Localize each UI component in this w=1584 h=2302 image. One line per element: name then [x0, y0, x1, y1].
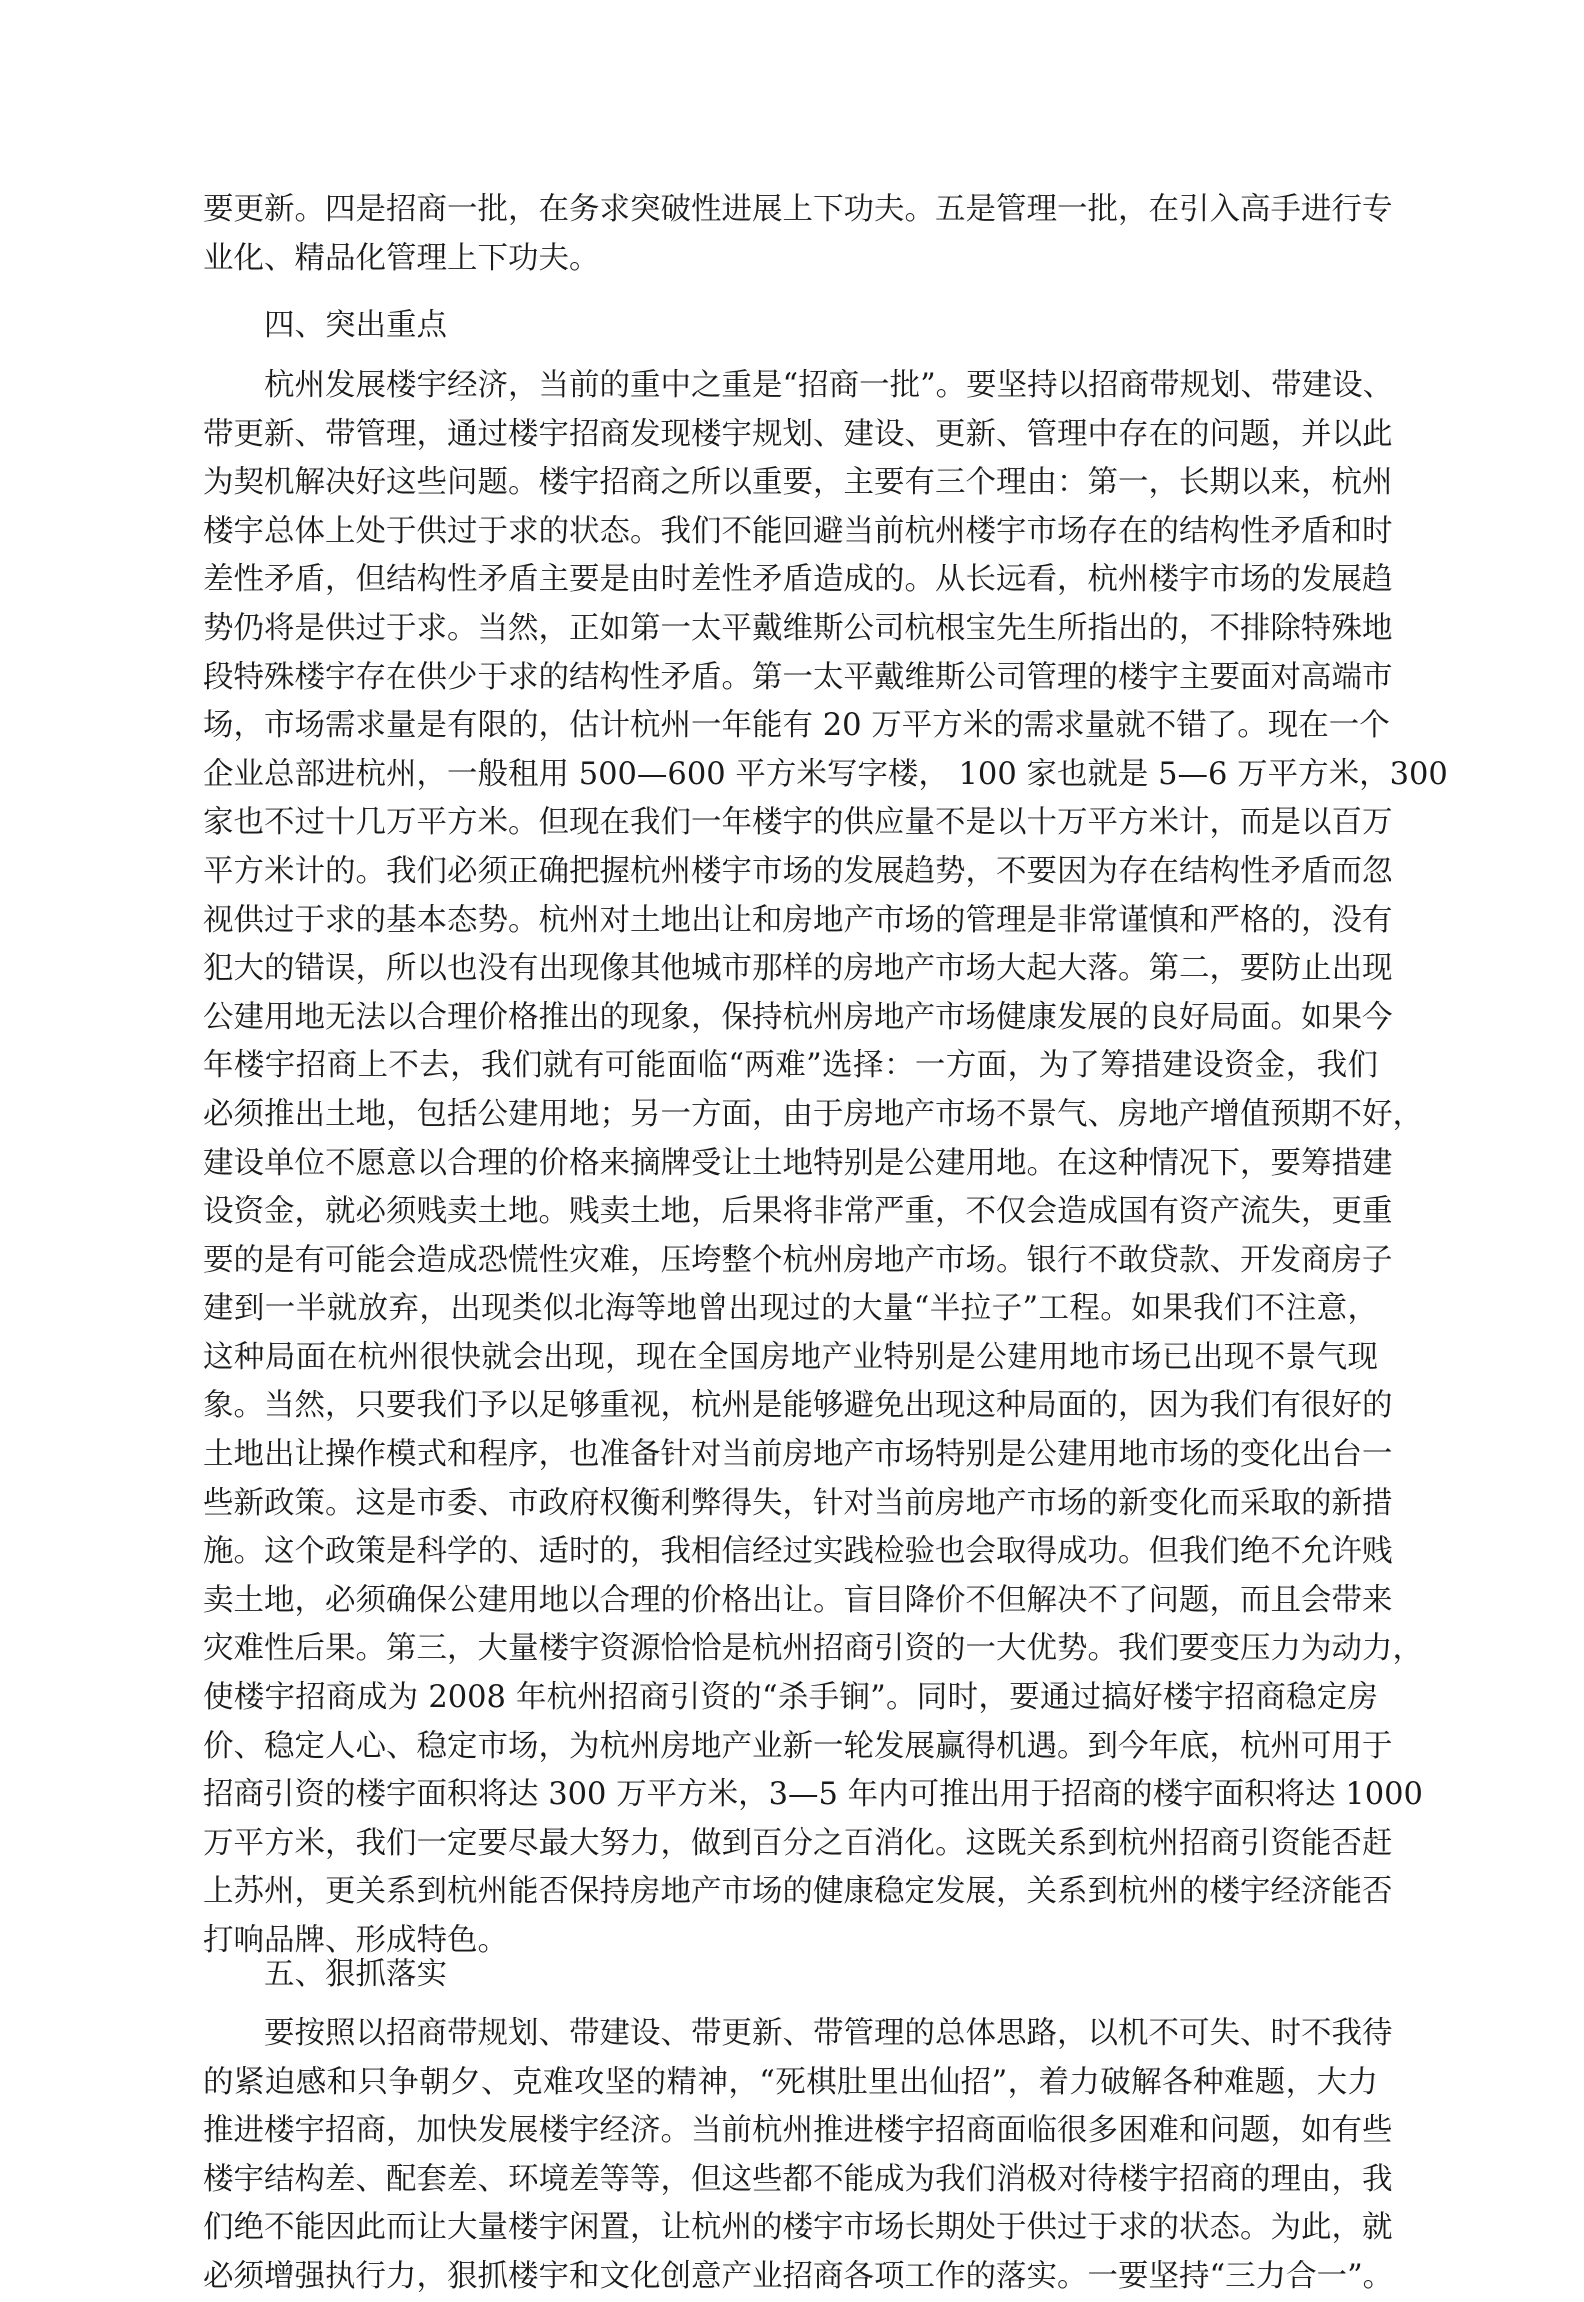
text-line: 楼宇总体上处于供过于求的状态。我们不能回避当前杭州楼宇市场存在的结构性矛盾和时	[203, 513, 1393, 549]
text-line: 建到一半就放弃，出现类似北海等地曾出现过的大量“半拉子”工程。如果我们不注意，	[203, 1291, 1378, 1327]
text-line: 这种局面在杭州很快就会出现，现在全国房地产业特别是公建用地市场已出现不景气现	[203, 1339, 1378, 1375]
text-line: 差性矛盾，但结构性矛盾主要是由时差性矛盾造成的。从长远看，杭州楼宇市场的发展趋	[203, 562, 1393, 598]
intro-paragraph	[203, 186, 1393, 283]
section-heading-4: 四、突出重点	[264, 308, 447, 343]
text-line: 灾难性后果。第三，大量楼宇资源恰恰是杭州招商引资的一大优势。我们要变压力为动力，	[203, 1631, 1423, 1667]
text-line: 段特殊楼宇存在供少于求的结构性矛盾。第一太平戴维斯公司管理的楼宇主要面对高端市	[203, 659, 1393, 695]
text-line: 推进楼宇招商，加快发展楼宇经济。当前杭州推进楼宇招商面临很多困难和问题，如有些	[203, 2113, 1393, 2149]
text-line: 象。当然，只要我们予以足够重视，杭州是能够避免出现这种局面的，因为我们有很好的	[203, 1388, 1393, 1424]
text-line: 招商引资的楼宇面积将达 300 万平方米，3—5 年内可推出用于招商的楼宇面积将达 1000	[203, 1777, 1423, 1813]
text-line: 楼宇结构差、配套差、环境差等等，但这些都不能成为我们消极对待楼宇招商的理由，我	[203, 2161, 1393, 2197]
text-line: 公建用地无法以合理价格推出的现象，保持杭州房地产市场健康发展的良好局面。如果今	[203, 999, 1393, 1035]
text-line: 势仍将是供过于求。当然，正如第一太平戴维斯公司杭根宝先生所指出的，不排除特殊地	[203, 610, 1393, 646]
text-line: 年楼宇招商上不去，我们就有可能面临“两难”选择：一方面，为了筹措建设资金，我们	[203, 1048, 1378, 1084]
text-line: 价、稳定人心、稳定市场，为杭州房地产业新一轮发展赢得机遇。到今年底，杭州可用于	[203, 1728, 1393, 1764]
text-line: 要的是有可能会造成恐慌性灾难，压垮整个杭州房地产市场。银行不敢贷款、开发商房子	[203, 1242, 1393, 1278]
text-line: 家也不过十几万平方米。但现在我们一年楼宇的供应量不是以十万平方米计，而是以百万	[203, 805, 1393, 841]
text-line: 们绝不能因此而让大量楼宇闲置，让杭州的楼宇市场长期处于供过于求的状态。为此，就	[203, 2210, 1393, 2246]
text-line: 为契机解决好这些问题。楼宇招商之所以重要，主要有三个理由：第一，长期以来，杭州	[203, 465, 1393, 501]
text-line: 场，市场需求量是有限的，估计杭州一年能有 20 万平方米的需求量就不错了。现在一个	[203, 708, 1390, 744]
text-line: 视供过于求的基本态势。杭州对土地出让和房地产市场的管理是非常谨慎和严格的，没有	[203, 902, 1393, 938]
text-line: 些新政策。这是市委、市政府权衡利弊得失，针对当前房地产市场的新变化而采取的新措	[203, 1485, 1393, 1521]
section-4-paragraph	[203, 362, 1448, 1966]
text-line: 建设单位不愿意以合理的价格来摘牌受让土地特别是公建用地。在这种情况下，要筹措建	[203, 1145, 1393, 1181]
text-line: 业化、精品化管理上下功夫。	[203, 240, 600, 276]
text-line: 企业总部进杭州，一般租用 500—600 平方米写字楼， 100 家也就是 5—6 万平方米，300	[203, 756, 1448, 792]
text-line: 土地出让操作模式和程序，也准备针对当前房地产市场特别是公建用地市场的变化出台一	[203, 1437, 1393, 1473]
text-line: 打响品牌、形成特色。	[203, 1923, 508, 1958]
text-line: 要更新。四是招商一批，在务求突破性进展上下功夫。五是管理一批，在引入高手进行专	[203, 192, 1393, 227]
section-heading-5: 五、狠抓落实	[264, 1957, 447, 1992]
text-line: 万平方米，我们一定要尽最大努力，做到百分之百消化。这既关系到杭州招商引资能否赶	[203, 1825, 1393, 1861]
text-line: 使楼宇招商成为 2008 年杭州招商引资的“杀手锏”。同时，要通过搞好楼宇招商稳定房	[203, 1680, 1378, 1716]
text-line: 犯大的错误，所以也没有出现像其他城市那样的房地产市场大起大落。第二，要防止出现	[203, 951, 1393, 987]
text-line: 杭州发展楼宇经济，当前的重中之重是“招商一批”。要坚持以招商带规划、带建设、	[264, 368, 1394, 403]
section-5-paragraph	[203, 2010, 1394, 2302]
text-line: 必须增强执行力，狠抓楼宇和文化创意产业招商各项工作的落实。一要坚持“三力合一”。	[203, 2258, 1394, 2294]
text-line: 必须推出土地，包括公建用地；另一方面，由于房地产市场不景气、房地产增值预期不好，	[203, 1096, 1423, 1132]
text-line: 的紧迫感和只争朝夕、克难攻坚的精神，“死棋肚里出仙招”，着力破解各种难题，大力	[203, 2064, 1378, 2100]
text-line: 上苏州，更关系到杭州能否保持房地产市场的健康稳定发展，关系到杭州的楼宇经济能否	[203, 1874, 1393, 1910]
text-line: 带更新、带管理，通过楼宇招商发现楼宇规划、建设、更新、管理中存在的问题，并以此	[203, 416, 1393, 452]
text-line: 施。这个政策是科学的、适时的，我相信经过实践检验也会取得成功。但我们绝不允许贱	[203, 1534, 1393, 1570]
text-line: 平方米计的。我们必须正确把握杭州楼宇市场的发展趋势，不要因为存在结构性矛盾而忽	[203, 853, 1393, 889]
text-line: 设资金，就必须贱卖土地。贱卖土地，后果将非常严重，不仅会造成国有资产流失，更重	[203, 1194, 1393, 1230]
text-line: 卖土地，必须确保公建用地以合理的价格出让。盲目降价不但解决不了问题，而且会带来	[203, 1582, 1393, 1618]
text-line: 要按照以招商带规划、带建设、带更新、带管理的总体思路，以机不可失、时不我待	[264, 2016, 1393, 2051]
